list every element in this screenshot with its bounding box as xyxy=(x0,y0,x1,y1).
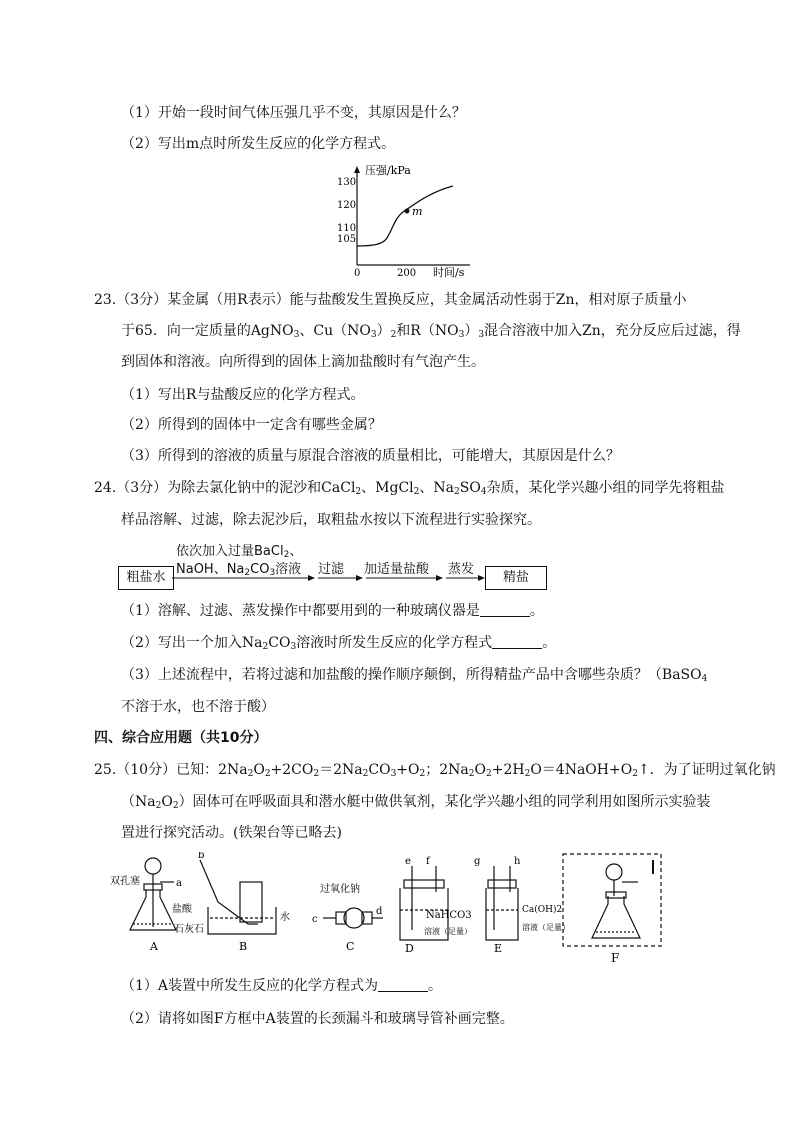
graph-point-label: m xyxy=(412,205,423,218)
q25-line2: $(Na_2O_2)$固体可在呼吸面具和潜水艇中做供氧剂，某化学兴趣小组的同学利用如图所示实验装 xyxy=(121,794,711,811)
q24-sub3: （3）上述流程中，若将过滤和加盐酸的操作顺序颠倒，所得精盐产品中含哪些杂质？（BaSO$_4$ xyxy=(121,667,708,684)
label-nahco3: NaHCO3 xyxy=(426,910,472,921)
flow-step4: 蒸发 xyxy=(448,562,475,577)
graph-ytick-110: 110 xyxy=(337,223,357,234)
apparatus-f xyxy=(592,860,653,938)
pressure-graph xyxy=(335,160,475,280)
label-e: e xyxy=(405,856,411,867)
label-C: C xyxy=(346,940,355,953)
graph-ytick-105: 105 xyxy=(337,234,357,245)
graph-xlabel: 时间/s xyxy=(433,266,465,279)
label-acid: 盐酸 xyxy=(172,904,192,915)
q23-line3: 到固体和溶液。向所得到的固体上滴加盐酸时有气泡产生。 xyxy=(121,354,485,370)
answer-blank[interactable] xyxy=(492,634,542,649)
q23-sub3: （3）所得到的溶液的质量与原混合溶液的质量相比，可能增大，其原因是什么？ xyxy=(121,448,620,464)
q25-sub1: （1）A装置中所发生反应的化学方程式为 。 xyxy=(121,978,443,994)
label-c: c xyxy=(312,914,318,925)
label-limestone: 石灰石 xyxy=(174,924,204,935)
flow-end-box: 精盐 xyxy=(485,566,547,590)
q25-line3: 置进行探究活动。(铁架台等已略去) xyxy=(121,825,342,841)
q24-sub3-cont: 不溶于水，也不溶于酸） xyxy=(121,699,275,715)
q24-sub1: （1）溶解、过滤、蒸发操作中都要用到的一种玻璃仪器是 。 xyxy=(121,603,544,619)
label-d-port: d xyxy=(376,906,383,917)
flow-step1-bottom: NaOH、$Na_2CO_3$溶液 xyxy=(176,562,302,578)
graph-ylabel: 压强/kPa xyxy=(365,164,411,177)
point-m xyxy=(405,209,410,214)
pressure-curve xyxy=(357,186,453,246)
graph-xtick-200: 200 xyxy=(397,268,417,279)
q24-line1: 24.（3分）为除去氯化钠中的泥沙和CaCl$_2$、MgCl$_2$、$Na_2SO_4$杂质，某化学兴趣小组的同学先将粗盐 xyxy=(94,480,725,497)
apparatus-diagram xyxy=(108,852,668,967)
q22-sub1: （1）开始一段时间气体压强几乎不变，其原因是什么？ xyxy=(121,105,466,121)
answer-blank[interactable] xyxy=(378,977,428,992)
section-title: 四、综合应用题（共10分） xyxy=(94,730,268,746)
label-E: E xyxy=(494,942,503,955)
label-B: B xyxy=(239,940,248,953)
label-peroxide: 过氧化钠 xyxy=(320,884,360,895)
q23-line2: 于65．向一定质量的AgNO$_3$、$Cu(NO_3)_2$和$R(NO_3)_3$混合溶液中加入Zn，充分反应后过滤，得 xyxy=(121,323,741,340)
apparatus-e xyxy=(486,866,518,940)
graph-ytick-120: 120 xyxy=(337,200,357,211)
q25-sub2: （2）请将如图F方框中A装置的长颈漏斗和玻璃导管补画完整。 xyxy=(121,1011,514,1027)
label-b: b xyxy=(198,852,205,861)
label-D: D xyxy=(405,942,414,955)
label-d-sol: 溶液（足量） xyxy=(424,927,472,936)
graph-xtick-0: 0 xyxy=(354,268,361,279)
label-F: F xyxy=(611,951,620,965)
q24-line2: 样品溶解、过滤，除去泥沙后，取粗盐水按以下流程进行实验探究。 xyxy=(121,512,541,528)
q24-sub2: （2）写出一个加入$Na_2CO_3$溶液时所发生反应的化学方程式 。 xyxy=(121,635,557,652)
label-h: h xyxy=(514,856,521,867)
flow-step3: 加适量盐酸 xyxy=(364,562,430,577)
flow-step1-top: 依次加入过量BaCl$_2$、 xyxy=(176,544,303,560)
q23-sub2: （2）所得到的固体中一定含有哪些金属？ xyxy=(121,417,382,433)
graph-ytick-130: 130 xyxy=(337,177,357,188)
label-water: 水 xyxy=(280,912,290,923)
flow-start-box: 粗盐水 xyxy=(118,566,174,590)
label-A: A xyxy=(150,940,158,953)
label-stopper: 双孔塞 xyxy=(110,876,140,887)
q25-line1: 25.（10分）已知：$2Na_2O_2+2CO_2=2Na_2CO_3+O_2$；$2Na_2O_2+2H_2O=4NaOH+O_2↑$．为了证明过氧化钠 xyxy=(94,762,776,779)
answer-blank[interactable] xyxy=(480,602,530,617)
flow-step2: 过滤 xyxy=(318,562,345,577)
apparatus-a xyxy=(130,858,176,930)
q23-sub1: （1）写出R与盐酸反应的化学方程式。 xyxy=(121,387,365,403)
label-caoh: Ca(OH)2 xyxy=(522,905,563,915)
flow-arrows xyxy=(172,572,487,586)
q23-line1: 23.（3分）某金属（用R表示）能与盐酸发生置换反应，其金属活动性弱于Zn，相对原子质量小 xyxy=(94,292,687,308)
apparatus-c xyxy=(323,908,383,928)
label-g: g xyxy=(474,856,481,867)
label-e-sol: 溶液（足量） xyxy=(522,923,570,932)
apparatus-b xyxy=(200,860,276,934)
label-a: a xyxy=(176,878,182,889)
label-f: f xyxy=(426,856,430,867)
q22-sub2: （2）写出m点时所发生反应的化学方程式。 xyxy=(121,136,396,152)
